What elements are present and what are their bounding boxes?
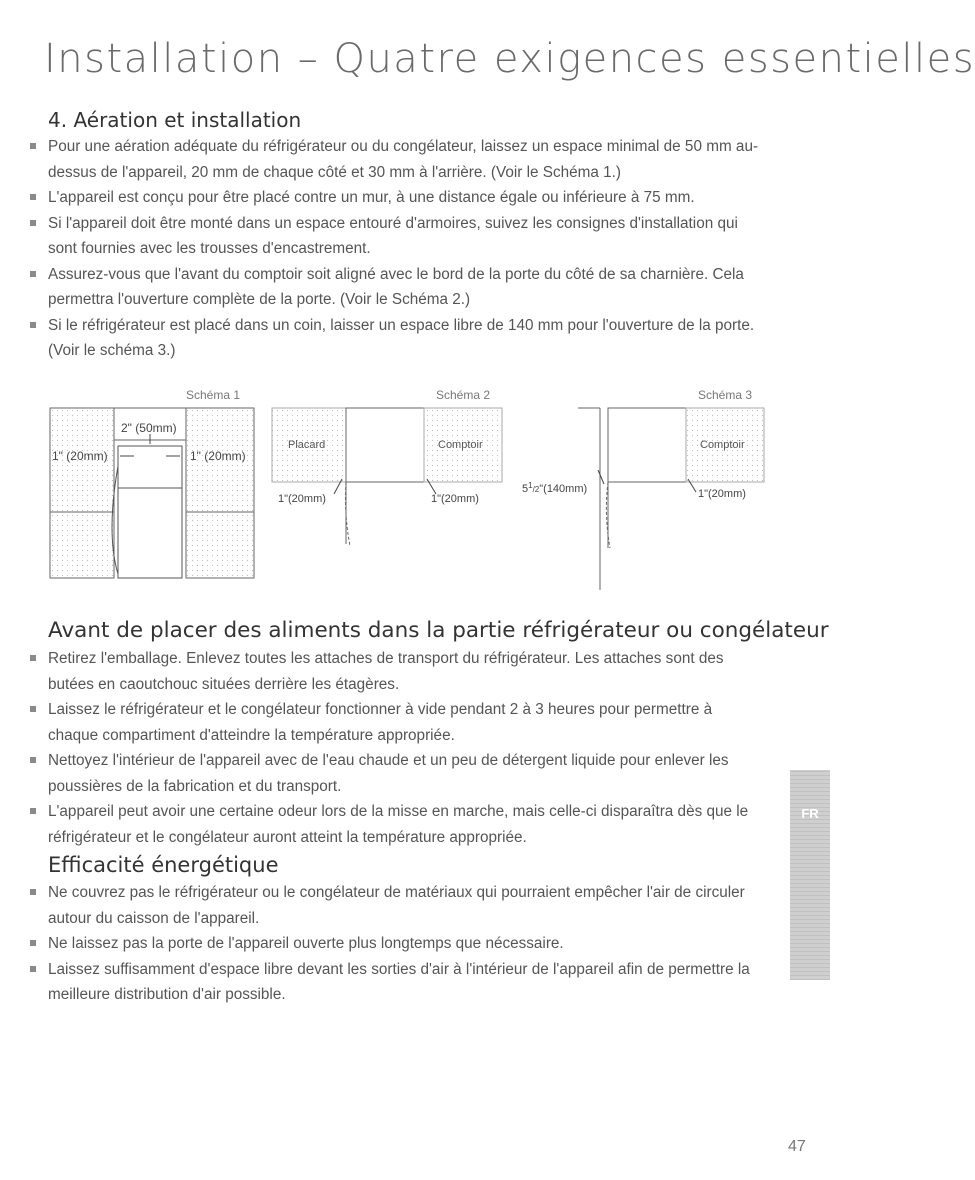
efficacite-list (30, 880, 765, 1008)
bullet-icon (30, 940, 36, 946)
schema-1-left-label: 1" (20mm) (52, 449, 108, 463)
list-item: Laissez le réfrigérateur et le congélateur fonctionner à vide pendant 2 à 3 heures pour permettre à chaque compartiment d'atteindre la température appropriée. (30, 697, 765, 748)
schema-2-left-box-label: Placard (288, 439, 326, 451)
list-item: Si le réfrigérateur est placé dans un coin, laisser un espace libre de 140 mm pour l'ouverture de la porte. (Voir le schéma 3.) (30, 313, 765, 364)
bullet-icon (30, 889, 36, 895)
aeration-list (30, 134, 765, 364)
schema-3-right-label: 1"(20mm) (698, 488, 746, 500)
schema-1-top-label: 2" (50mm) (121, 421, 177, 435)
schema-3-title: Schéma 3 (698, 388, 753, 402)
appliance (118, 446, 182, 578)
bullet-icon (30, 808, 36, 814)
schema-2-left-label: 1"(20mm) (278, 493, 326, 505)
bullet-icon (30, 966, 36, 972)
bullet-icon (30, 322, 36, 328)
bullet-icon (30, 220, 36, 226)
schema-figure (46, 384, 766, 594)
section-heading-avant: Avant de placer des aliments dans la partie réfrigérateur ou congélateur (48, 618, 829, 643)
schema-1-title: Schéma 1 (186, 388, 241, 402)
bullet-icon (30, 706, 36, 712)
list-item: Laissez suffisamment d'espace libre devant les sorties d'air à l'intérieur de l'appareil afin de permettre la meilleure distribution d'air possible. (30, 957, 765, 1008)
bullet-icon (30, 194, 36, 200)
language-tab (790, 770, 830, 980)
schema-3-right-box-label: Comptoir (700, 439, 745, 451)
schema-2-right-box-label: Comptoir (438, 439, 483, 451)
page-number: 47 (788, 1138, 806, 1155)
page-title: Installation – Quatre exigences essentielles (44, 36, 975, 82)
bullet-icon (30, 757, 36, 763)
list-item: Ne couvrez pas le réfrigérateur ou le congélateur de matériaux qui pourraient empêcher l'air de circuler autour du caisson de l'appareil. (30, 880, 765, 931)
schema-3 (522, 388, 764, 590)
schema-2-title: Schéma 2 (436, 388, 491, 402)
appliance-top-view (608, 408, 686, 482)
bullet-icon (30, 143, 36, 149)
installation-diagrams (46, 384, 766, 594)
schema-1 (50, 388, 254, 578)
list-item: L'appareil est conçu pour être placé contre un mur, à une distance égale ou inférieure à 75 mm. (30, 185, 765, 211)
language-tab-label: FR (801, 806, 819, 821)
cabinet-right-lower (186, 512, 254, 578)
pointer-left (598, 470, 604, 484)
list-item: Nettoyez l'intérieur de l'appareil avec de l'eau chaude et un peu de détergent liquide pour enlever les poussières de la fabrication et du transport. (30, 748, 765, 799)
bullet-icon (30, 655, 36, 661)
list-item: Retirez l'emballage. Enlevez toutes les attaches de transport du réfrigérateur. Les attaches sont des butées en caoutchouc situées derrière les étagères. (30, 646, 765, 697)
bullet-icon (30, 271, 36, 277)
list-item: Si l'appareil doit être monté dans un espace entouré d'armoires, suivez les consignes d'installation qui sont fournies avec les trousses d'encastrement. (30, 211, 765, 262)
appliance-top-view (346, 408, 424, 482)
list-item: L'appareil peut avoir une certaine odeur lors de la misse en marche, mais celle-ci disparaîtra dès que le réfrigérateur et le congélateur auront atteint la température appropriée. (30, 799, 765, 850)
schema-3-left-label: $5^1_{/2}"(140mm)$ (522, 481, 588, 495)
list-item: Pour une aération adéquate du réfrigérateur ou du congélateur, laissez un espace minimal de 50 mm au-dessus de l'appareil, 20 mm de chaque côté et 30 mm à l'arrière. (Voir le Schéma 1.) (30, 134, 765, 185)
section-heading-efficacite: Efficacité énergétique (48, 853, 279, 877)
avant-list (30, 646, 765, 850)
list-item: Assurez-vous que l'avant du comptoir soit aligné avec le bord de la porte du côté de sa charnière. Cela permettra l'ouverture complète de la porte. (Voir le Schéma 2.) (30, 262, 765, 313)
schema-2-right-label: 1"(20mm) (431, 493, 479, 505)
cabinet-left-lower (50, 512, 114, 578)
schema-1-right-label: 1" (20mm) (190, 449, 246, 463)
section-heading-aeration: 4. Aération et installation (48, 108, 302, 132)
schema-2 (272, 388, 502, 546)
list-item: Ne laissez pas la porte de l'appareil ouverte plus longtemps que nécessaire. (30, 931, 765, 957)
